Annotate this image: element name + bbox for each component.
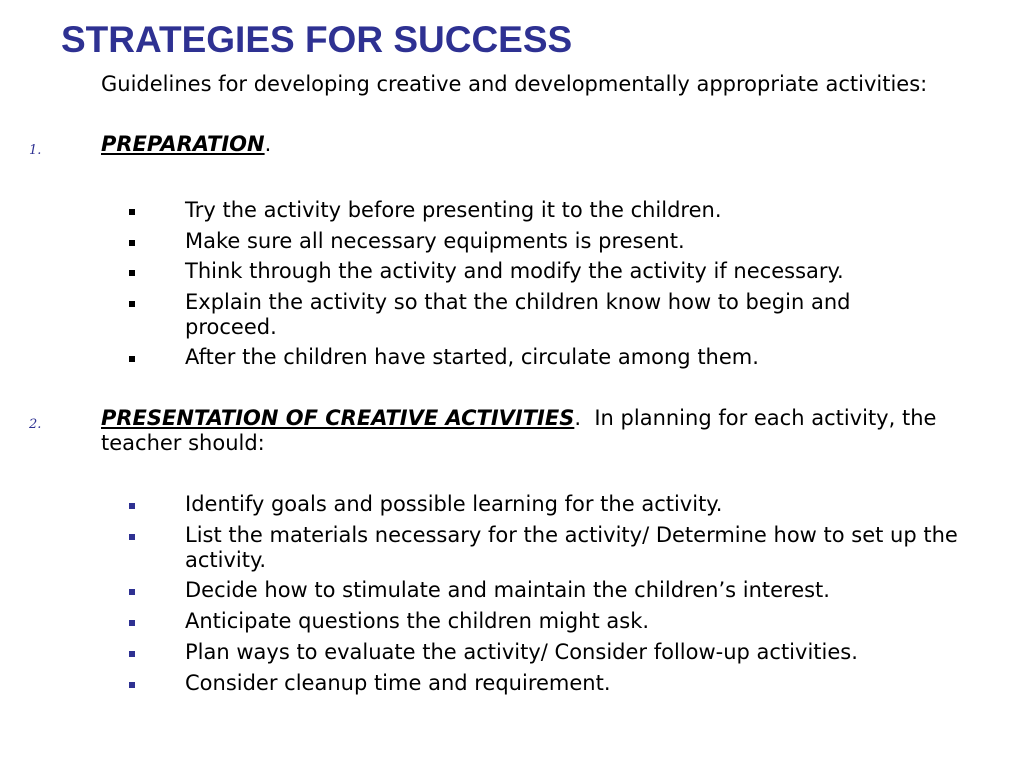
square-bullet-icon	[129, 534, 135, 540]
section-heading: PRESENTATION OF CREATIVE ACTIVITIES	[101, 406, 575, 430]
square-bullet-icon	[129, 651, 135, 657]
square-bullet-icon	[129, 682, 135, 688]
section-heading-line	[101, 132, 1006, 157]
bullet-text: Think through the activity and modify the activity if necessary.	[185, 259, 844, 283]
section-number: 2.	[29, 417, 42, 432]
bullet-text: Identify goals and possible learning for the activity.	[185, 492, 723, 516]
section-heading-line	[101, 406, 1001, 456]
section-number: 1.	[29, 143, 42, 158]
bullet-text: Explain the activity so that the children know how to begin and proceed.	[185, 290, 851, 339]
section-heading-suffix: . In planning for each activity, the teacher should:	[101, 406, 944, 455]
square-bullet-icon	[129, 240, 135, 246]
square-bullet-icon	[129, 270, 135, 276]
square-bullet-icon	[129, 620, 135, 626]
bullet-text: Try the activity before presenting it to the children.	[185, 198, 722, 222]
bullet-text: List the materials necessary for the activity/ Determine how to set up the activity.	[185, 523, 958, 572]
bullet-text: Plan ways to evaluate the activity/ Consider follow-up activities.	[185, 640, 858, 664]
bullet-text: Make sure all necessary equipments is present.	[185, 229, 685, 253]
bullet-text: Decide how to stimulate and maintain the children’s interest.	[185, 578, 830, 602]
bullet-text: Anticipate questions the children might ask.	[185, 609, 650, 633]
slide-subtitle: Guidelines for developing creative and developmentally appropriate activities:	[101, 72, 928, 96]
square-bullet-icon	[129, 589, 135, 595]
bullet-text: Consider cleanup time and requirement.	[185, 671, 611, 695]
bullet-text: After the children have started, circulate among them.	[185, 345, 759, 369]
square-bullet-icon	[129, 356, 135, 362]
section-heading-suffix: .	[264, 132, 272, 156]
square-bullet-icon	[129, 301, 135, 307]
section-heading: PREPARATION	[101, 132, 265, 156]
square-bullet-icon	[129, 503, 135, 509]
square-bullet-icon	[129, 209, 135, 215]
slide-title: STRATEGIES FOR SUCCESS	[61, 19, 573, 60]
